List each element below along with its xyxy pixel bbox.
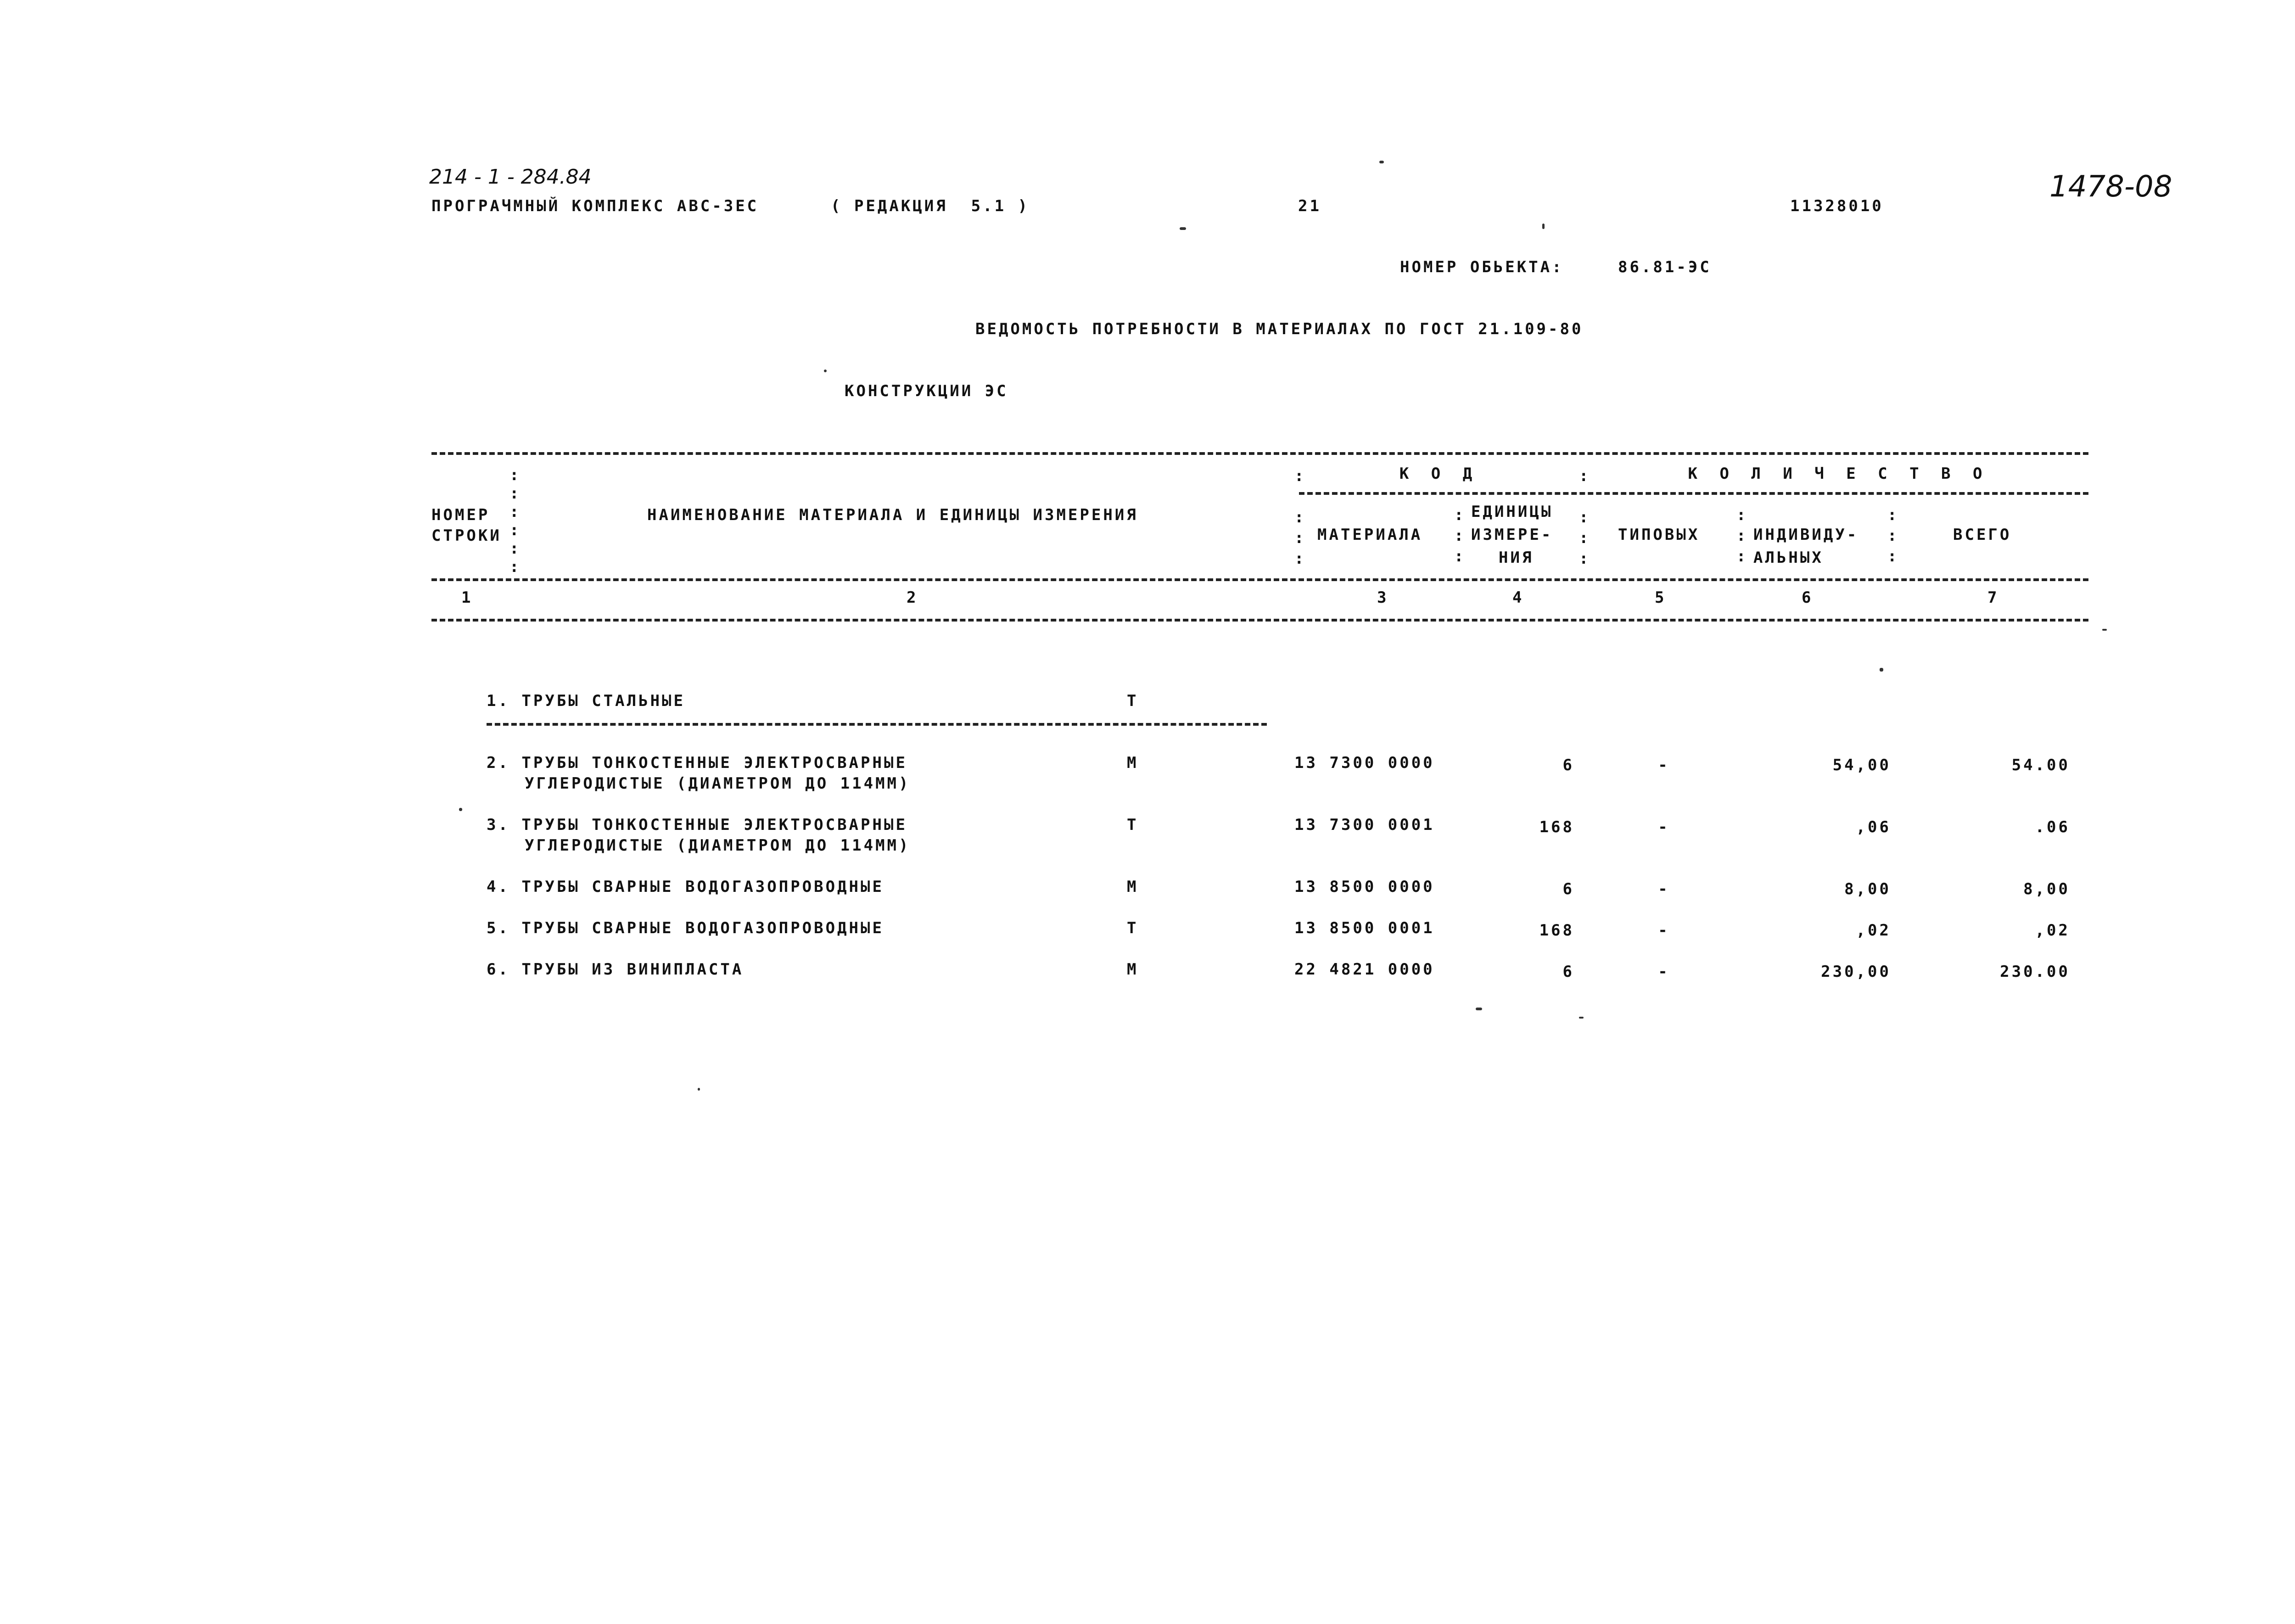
edition: ( РЕДАКЦИЯ 5.1 ) xyxy=(831,197,1030,215)
header-material-code: МАТЕРИАЛА xyxy=(1317,526,1423,544)
row-name: 6. ТРУБЫ ИЗ ВИНИПЛАСТА xyxy=(487,960,744,979)
column-number: 4 xyxy=(1512,588,1524,607)
program-name: ПРОГРАЧМНЫЙ КОМПЛЕКС АВС-ЗЕС xyxy=(431,197,759,215)
handwritten-reference: 214 - 1 - 284.84 xyxy=(429,165,592,189)
row-material-code: 13 8500 0001 xyxy=(1294,919,1435,937)
row-name: 3. ТРУБЫ ТОНКОСТЕННЫЕ ЭЛЕКТРОСВАРНЫЕ xyxy=(487,816,907,834)
row-individual: ,06 xyxy=(1856,818,1891,836)
column-numbers-rule xyxy=(431,619,2088,622)
scan-speck xyxy=(1379,161,1384,163)
row-unit-code: 168 xyxy=(1539,921,1574,940)
row-material-code: 13 7300 0001 xyxy=(1294,816,1435,834)
scan-speck xyxy=(824,370,827,372)
column-separator: : : : : xyxy=(1579,467,1591,568)
column-number: 5 xyxy=(1655,588,1667,607)
row-typical: - xyxy=(1658,921,1670,940)
scan-speck xyxy=(1180,227,1186,230)
row-typical: - xyxy=(1658,880,1670,898)
header-row-number-1: НОМЕР xyxy=(431,506,490,524)
row-unit: Т xyxy=(1127,816,1139,834)
column-number: 1 xyxy=(461,588,473,607)
column-separator: : : : : xyxy=(1294,467,1306,568)
code-header-rule xyxy=(1299,492,2088,495)
row-total: .06 xyxy=(2035,818,2070,836)
column-separator: : : : : : : xyxy=(509,466,521,576)
table-top-rule xyxy=(431,452,2088,455)
row-name-continued: УГЛЕРОДИСТЫЕ (ДИАМЕТРОМ ДО 114ММ) xyxy=(525,836,911,855)
header-unit-2: ИЗМЕРЕ- xyxy=(1471,526,1553,544)
row-name: 2. ТРУБЫ ТОНКОСТЕННЫЕ ЭЛЕКТРОСВАРНЫЕ xyxy=(487,754,907,772)
scan-speck xyxy=(459,808,462,811)
row-individual: ,02 xyxy=(1856,921,1891,940)
row-unit-code: 6 xyxy=(1562,880,1574,898)
header-unit-3: НИЯ xyxy=(1499,549,1534,567)
row-unit-code: 168 xyxy=(1539,818,1574,836)
header-unit-1: ЕДИНИЦЫ xyxy=(1471,503,1553,521)
row-material-code: 13 8500 0000 xyxy=(1294,878,1435,896)
handwritten-corner-number: 1478-08 xyxy=(2049,170,2172,204)
row-total: 8,00 xyxy=(2023,880,2070,898)
column-number: 2 xyxy=(907,588,918,607)
row-unit: М xyxy=(1127,960,1139,979)
row-material-code: 22 4821 0000 xyxy=(1294,960,1435,979)
scan-speck xyxy=(1579,1017,1584,1019)
row-total: ,02 xyxy=(2035,921,2070,940)
row-total: 54.00 xyxy=(2011,756,2070,774)
row-name-continued: УГЛЕРОДИСТЫЕ (ДИАМЕТРОМ ДО 114ММ) xyxy=(525,774,911,793)
scan-speck xyxy=(698,1088,700,1091)
column-number: 7 xyxy=(1987,588,1999,607)
document-title: ВЕДОМОСТЬ ПОТРЕБНОСТИ В МАТЕРИАЛАХ ПО ГОСТ 21.109-80 xyxy=(975,320,1584,338)
row-name: 1. ТРУБЫ СТАЛЬНЫЕ xyxy=(487,692,685,710)
row-individual: 8,00 xyxy=(1844,880,1891,898)
column-number: 6 xyxy=(1802,588,1814,607)
header-total: ВСЕГО xyxy=(1953,526,2012,544)
row-total: 230.00 xyxy=(2000,963,2070,981)
row-unit: Т xyxy=(1127,692,1139,710)
row-typical: - xyxy=(1658,756,1670,774)
row-typical: - xyxy=(1658,963,1670,981)
scan-speck xyxy=(2102,629,2107,631)
object-number: 86.81-ЭС xyxy=(1618,258,1712,276)
object-label: НОМЕР ОБЬЕКТА: xyxy=(1400,258,1564,276)
row-name: 5. ТРУБЫ СВАРНЫЕ ВОДОГАЗОПРОВОДНЫЕ xyxy=(487,919,884,937)
row-name: 4. ТРУБЫ СВАРНЫЕ ВОДОГАЗОПРОВОДНЫЕ xyxy=(487,878,884,896)
section-title: КОНСТРУКЦИИ ЭС xyxy=(845,382,1008,400)
row-unit: Т xyxy=(1127,919,1139,937)
group-underline xyxy=(487,723,1267,726)
column-separator: : : : xyxy=(1887,506,1899,566)
column-separator: : : : xyxy=(1736,506,1748,566)
header-row-number-2: СТРОКИ xyxy=(431,526,502,545)
header-code: К О Д xyxy=(1399,465,1479,483)
row-unit: М xyxy=(1127,878,1139,896)
row-individual: 230,00 xyxy=(1821,963,1891,981)
header-quantity: К О Л И Ч Е С Т В О xyxy=(1688,465,1989,483)
scan-speck xyxy=(1476,1008,1482,1010)
column-number: 3 xyxy=(1377,588,1389,607)
row-unit-code: 6 xyxy=(1562,963,1574,981)
row-unit: М xyxy=(1127,754,1139,772)
header-material-name: НАИМЕНОВАНИЕ МАТЕРИАЛА И ЕДИНИЦЫ ИЗМЕРЕНИЯ xyxy=(647,506,1138,524)
row-material-code: 13 7300 0000 xyxy=(1294,754,1435,772)
row-unit-code: 6 xyxy=(1562,756,1574,774)
header-typical: ТИПОВЫХ xyxy=(1618,526,1700,544)
row-individual: 54,00 xyxy=(1832,756,1891,774)
page-number: 21 xyxy=(1298,197,1321,215)
scan-speck xyxy=(1542,224,1545,229)
column-separator: : : : xyxy=(1454,506,1466,566)
scan-speck xyxy=(1880,668,1883,672)
row-typical: - xyxy=(1658,818,1670,836)
header-bottom-rule xyxy=(431,578,2088,581)
header-individual-2: АЛЬНЫХ xyxy=(1753,549,1824,567)
header-individual-1: ИНДИВИДУ- xyxy=(1753,526,1859,544)
document-code: 11328010 xyxy=(1790,197,1884,215)
